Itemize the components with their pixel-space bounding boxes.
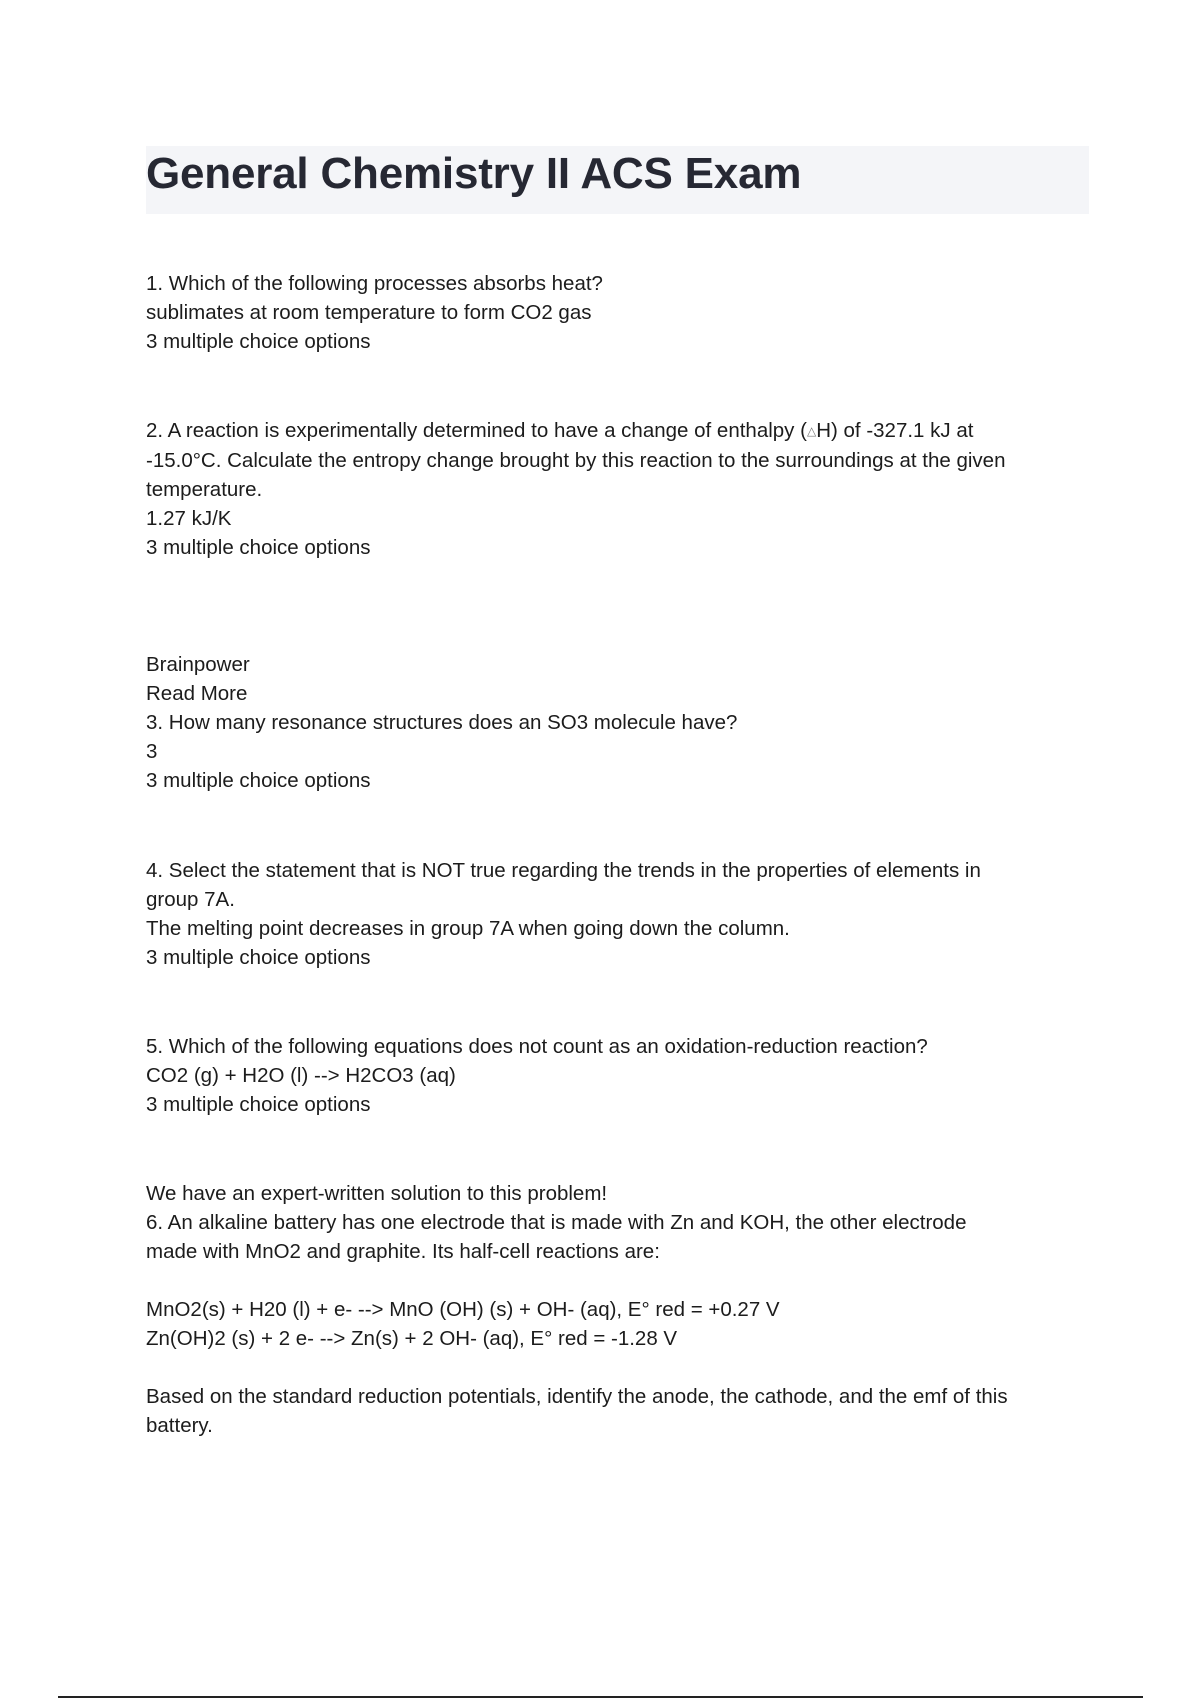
delta-icon: △ bbox=[806, 424, 817, 438]
question-2-prompt-part-b: H) of -327.1 kJ at bbox=[816, 419, 974, 442]
question-2-options-note[interactable]: 3 multiple choice options bbox=[146, 536, 371, 559]
question-5-prompt: 5. Which of the following equations does not count as an oxidation-reduction reaction? bbox=[146, 1035, 928, 1058]
question-6-tail-line-2: battery. bbox=[146, 1414, 213, 1437]
question-6-prompt-line-2: made with MnO2 and graphite. Its half-cell reactions are: bbox=[146, 1240, 660, 1263]
question-2-prompt-part-a: 2. A reaction is experimentally determined to have a change of enthalpy ( bbox=[146, 419, 807, 442]
footer-divider bbox=[58, 1696, 1143, 1698]
spacer bbox=[146, 1266, 1086, 1295]
question-3-answer: 3 bbox=[146, 740, 158, 763]
question-4-prompt-line-1: 4. Select the statement that is NOT true regarding the trends in the properties of elements in bbox=[146, 859, 981, 882]
expert-solution-banner[interactable]: We have an expert-written solution to this problem! bbox=[146, 1182, 608, 1205]
page-title: General Chemistry II ACS Exam bbox=[146, 149, 802, 198]
question-2-prompt-line-1 bbox=[146, 416, 1086, 446]
question-3 bbox=[146, 650, 1086, 795]
question-6-tail-line-1: Based on the standard reduction potentials, identify the anode, the cathode, and the emf of this bbox=[146, 1385, 1008, 1408]
question-3-prompt: 3. How many resonance structures does an SO3 molecule have? bbox=[146, 711, 738, 734]
question-5-options-note[interactable]: 3 multiple choice options bbox=[146, 1093, 371, 1116]
half-reaction-2: Zn(OH)2 (s) + 2 e- --> Zn(s) + 2 OH- (aq), E° red = -1.28 V bbox=[146, 1327, 678, 1350]
question-2-answer: 1.27 kJ/K bbox=[146, 507, 232, 530]
question-4-answer: The melting point decreases in group 7A when going down the column. bbox=[146, 917, 790, 940]
question-5 bbox=[146, 1032, 1086, 1119]
question-1-prompt: 1. Which of the following processes absorbs heat? bbox=[146, 272, 603, 295]
half-reaction-1: MnO2(s) + H20 (l) + e- --> MnO (OH) (s) + OH- (aq), E° red = +0.27 V bbox=[146, 1298, 780, 1321]
question-2 bbox=[146, 416, 1086, 562]
question-1 bbox=[146, 269, 1086, 356]
question-2-prompt-line-3: temperature. bbox=[146, 478, 263, 501]
question-1-answer: sublimates at room temperature to form CO2 gas bbox=[146, 301, 592, 324]
question-6 bbox=[146, 1179, 1086, 1440]
spacer bbox=[146, 1353, 1086, 1382]
question-1-options-note[interactable]: 3 multiple choice options bbox=[146, 330, 371, 353]
question-4 bbox=[146, 856, 1086, 972]
question-5-answer: CO2 (g) + H2O (l) --> H2CO3 (aq) bbox=[146, 1064, 456, 1087]
brainpower-label: Brainpower bbox=[146, 653, 250, 676]
question-2-prompt-line-2: -15.0°C. Calculate the entropy change brought by this reaction to the surroundings at the given bbox=[146, 449, 1006, 472]
question-3-options-note[interactable]: 3 multiple choice options bbox=[146, 769, 371, 792]
read-more-link[interactable]: Read More bbox=[146, 682, 248, 705]
question-6-prompt-line-1: 6. An alkaline battery has one electrode that is made with Zn and KOH, the other electrode bbox=[146, 1211, 967, 1234]
question-4-options-note[interactable]: 3 multiple choice options bbox=[146, 946, 371, 969]
question-4-prompt-line-2: group 7A. bbox=[146, 888, 235, 911]
